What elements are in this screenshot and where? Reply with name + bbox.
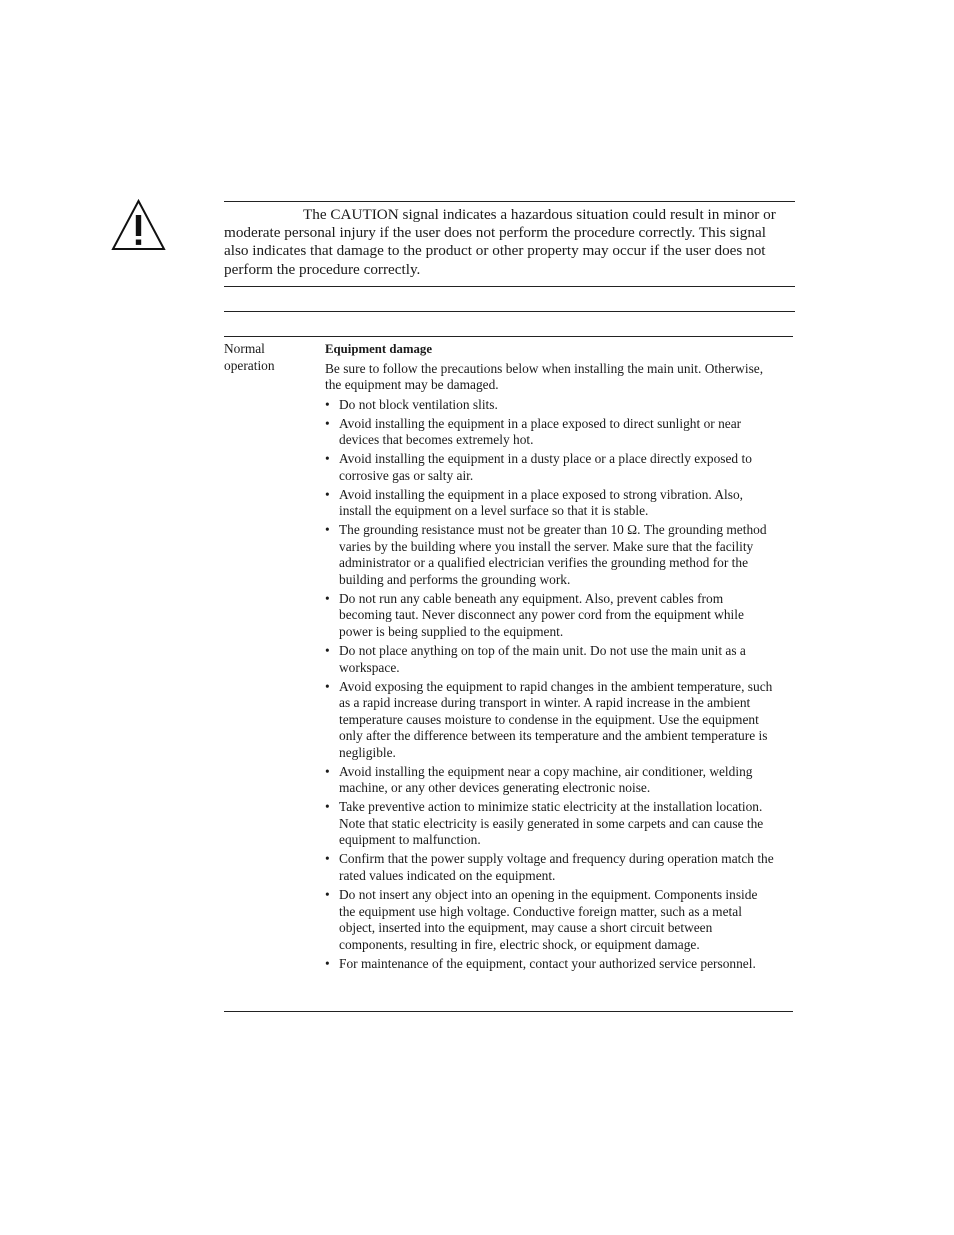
precautions-heading: Equipment damage: [325, 342, 433, 356]
list-item: [325, 397, 777, 414]
list-item-text: Avoid installing the equipment near a copy machine, air conditioner, welding machine, or any other devices generating electronic noise.: [339, 763, 753, 796]
list-item: [325, 679, 777, 762]
caution-top-rule: [224, 201, 795, 202]
condition-label: Normal operation: [224, 341, 275, 373]
bullet-icon: •: [325, 887, 330, 903]
list-item: [325, 799, 777, 849]
list-item-text: Confirm that the power supply voltage and frequency during operation match the rated values indicated on the equipment.: [339, 851, 774, 883]
bullet-icon: •: [325, 678, 330, 694]
bullet-icon: •: [325, 451, 330, 467]
list-item-text: Do not insert any object into an opening in the equipment. Components inside the equipment use high voltage. Conductive foreign matter, such as a metal object, inserted into the equipment, may cause a short circuit between components, resulting in fire, electric shock, or equipment damage.: [339, 887, 758, 952]
list-item-text: Avoid installing the equipment in a dusty place or a place directly exposed to corrosive gas or salty air.: [339, 451, 752, 483]
bullet-icon: •: [325, 590, 330, 606]
precautions-list: [325, 397, 777, 973]
bullet-icon: •: [325, 851, 330, 867]
list-item-text: Do not run any cable beneath any equipment. Also, prevent cables from becoming taut. Never disconnect any power cord from the equipment while power is being supplied to the equipment.: [339, 590, 744, 639]
list-item: [325, 851, 777, 884]
list-item: [325, 591, 777, 641]
table-top-rule-inner: [224, 336, 793, 337]
list-item: [325, 522, 777, 588]
precautions-intro: Be sure to follow the precautions below when installing the main unit. Otherwise, the equipment may be damaged.: [325, 360, 764, 392]
caution-text: The CAUTION signal indicates a hazardous situation could result in minor or moderate personal injury if the user does not perform the procedure correctly. This signal also indicates that damage to the product or other property may occur if the user does not perform the procedure correctly.: [224, 206, 776, 278]
bullet-icon: •: [325, 415, 330, 431]
list-item-text: Take preventive action to minimize static electricity at the installation location. Note that static electricity is easily generated in some carpets and can cause the equipment to malfunction.: [339, 799, 764, 848]
precautions-body: [325, 341, 777, 975]
list-item: [325, 956, 777, 973]
caution-bottom-rule: [224, 286, 795, 287]
list-item: [325, 451, 777, 484]
bullet-icon: •: [325, 522, 330, 538]
list-item-text: Do not place anything on top of the main unit. Do not use the main unit as a workspace.: [339, 643, 746, 675]
bullet-icon: •: [325, 799, 330, 815]
list-item-text: Avoid installing the equipment in a place exposed to direct sunlight or near devices that becomes extremely hot.: [339, 415, 742, 448]
bullet-icon: •: [325, 955, 330, 971]
list-item-text: For maintenance of the equipment, contact your authorized service personnel.: [339, 955, 756, 971]
list-item: [325, 643, 777, 676]
list-item-text: Avoid exposing the equipment to rapid changes in the ambient temperature, such as a rapid increase during transport in winter. A rapid increase in the ambient temperature causes moisture to condense in the equipment. Use the equipment only after the difference between its temperature and the ambient temperature is negligible.: [339, 678, 773, 760]
bullet-icon: •: [325, 643, 330, 659]
table-top-rule-outer: [224, 311, 795, 312]
table-bottom-rule: [224, 1011, 793, 1012]
list-item: [325, 487, 777, 520]
bullet-icon: •: [325, 486, 330, 502]
list-item-text: Avoid installing the equipment in a place exposed to strong vibration. Also, install the equipment on a level surface so that it is stable.: [339, 486, 744, 519]
list-item-text: The grounding resistance must not be greater than 10 Ω. The grounding method varies by the building where you install the server. Make sure that the facility administrator or a qualified electrician verifies the grounding method for the building and performs the grounding work.: [339, 522, 767, 587]
list-item: [325, 887, 777, 953]
list-item: [325, 764, 777, 797]
list-item: [325, 416, 777, 449]
warning-triangle-icon: [111, 199, 166, 251]
list-item-text: Do not block ventilation slits.: [339, 396, 498, 412]
bullet-icon: •: [325, 396, 330, 412]
bullet-icon: •: [325, 763, 330, 779]
